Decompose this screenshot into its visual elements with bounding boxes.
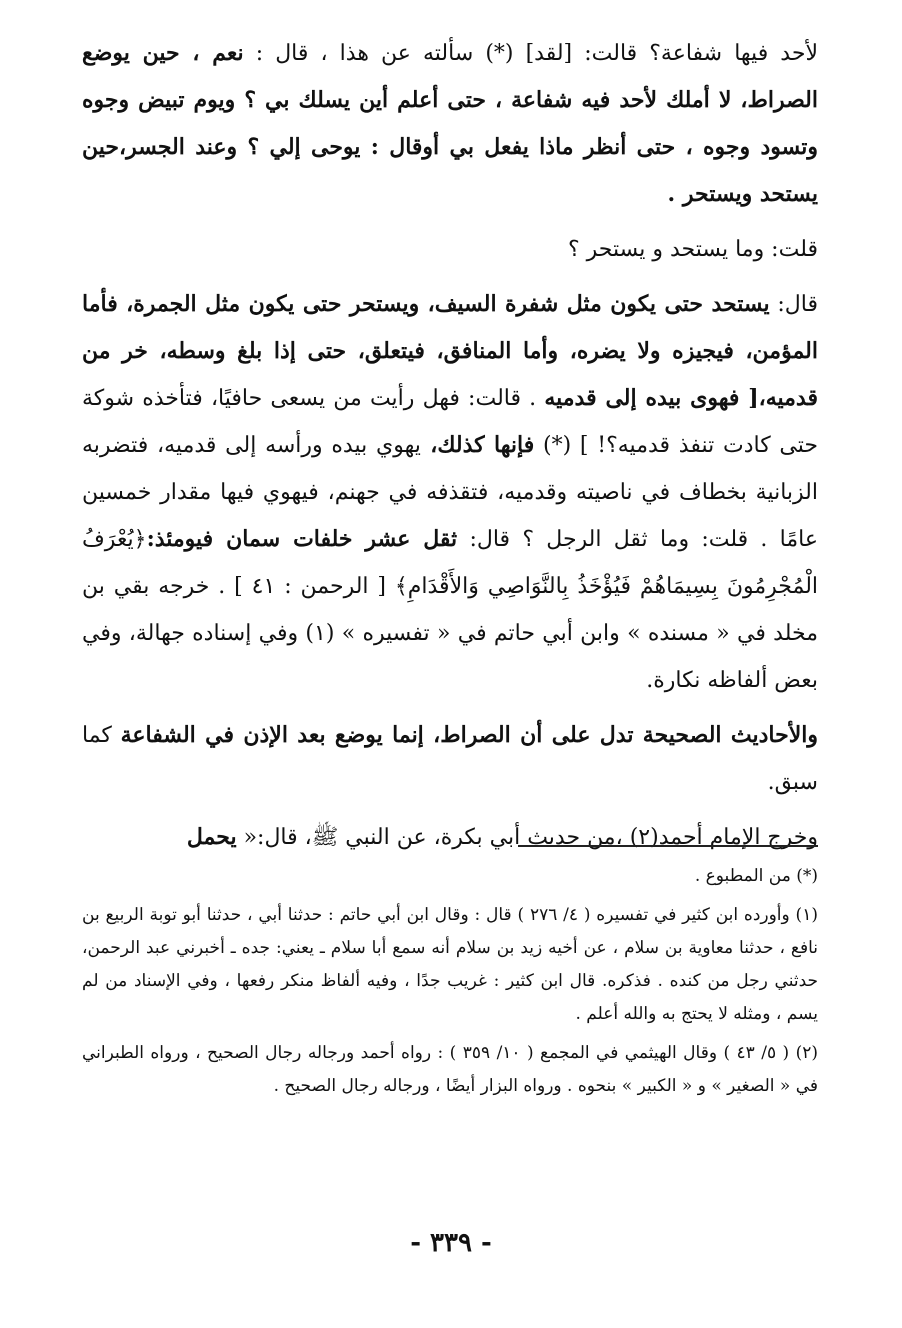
hadith-quote: ثقل عشر خلفات سمان فيومئذ: [146,526,458,552]
quran-verse-and-citation: ﴿يُعْرَفُ الْمُجْرِمُونَ بِسِيمَاهُمْ فَيُؤْخَذُ بِالنَّوَاصِي وَالأَقْدَامِ﴾ [ الرحمن : ٤١ ] . خرجه بقي بن مخلد في « مسنده » وابن أبي حاتم في « تفسيره » (١) وفي إسناده جهالة، وفي بعض ألفاظه نكارة. [82,527,819,693]
paragraph-4 [82,712,818,806]
paragraph-1-plain: لأحد فيها شفاعة؟ قالت: [لقد] (*) سألته عن هذا ، قال : [243,41,818,66]
paragraph-1 [82,30,818,218]
hadith-quote: نعم ، حين يوضع الصراط، لا أملك لأحد فيه شفاعة ، حتى أعلم أين يسلك بي ؟ ويوم تبيض وجوه وتسود وجوه ، حتى أنظر ماذا يفعل بي أوقال : يوحى إلي ؟ وعند الجسر،حين يستحد ويستحر . [82,40,818,207]
paragraph-5 [82,814,818,861]
footnote-star: (*) من المطبوع . [694,866,818,886]
paragraph-3-plain-1: قال: [769,292,818,317]
main-text [82,30,818,869]
paragraph-3 [82,281,818,704]
page-number: - ٣٣٩ - [410,1228,492,1258]
paragraph-5-plain: وخرج الإمام أحمد(٢) ،من حديث أبي بكرة، عن النبي ﷺ، قال:« [236,825,818,850]
paragraph-3-plain-3: يهوي بيده ورأسه إلى قدميه، فتضربه الزبانية بخطاف في ناصيته وقدميه، فتقذفه في جهنم، فيهوي فيها مقدار خمسين عامًا . قلت: وما ثقل الرجل ؟ قال: [82,433,818,552]
hadith-quote: يحمل [186,824,237,850]
bold-statement: والأحاديث الصحيحة تدل على أن الصراط، إنما يوضع بعد الإذن في الشفاعة [120,722,818,748]
footnotes [82,860,818,1109]
footnote-divider [518,845,818,847]
hadith-quote: فإنها كذلك، [420,432,535,458]
hadith-quote: يستحد حتى يكون مثل شفرة السيف، ويستحر حتى يكون مثل الجمرة، فأما المؤمن، فيجيزه ولا يضره، وأما المنافق، فيتعلق، حتى إذا بلغ وسطه، خر من قدميه،[ فهوى بيده إلى قدميه [82,291,818,411]
paragraph-4-plain: كما سبق. [82,723,818,795]
footnote-2: (٢) ( ٥/ ٤٣ ) وقال الهيثمي في المجمع ( ١٠/ ٣٥٩ ) : رواه أحمد ورجاله رجال الصحيح ، ورواه الطبراني في « الصغير » و « الكبير » بنحوه . ورواه البزار أيضًا ، ورجاله رجال الصحيح . [82,1043,818,1096]
paragraph-2-text: قلت: وما يستحد و يستحر ؟ [567,237,818,262]
paragraph-3-plain-2: . قالت: فهل رأيت من يسعى حافيًا، فتأخذه شوكة حتى كادت تنفذ قدميه؟! ] (*) [82,386,818,458]
paragraph-2 [82,226,818,273]
footnote-1: (١) وأورده ابن كثير في تفسيره ( ٤/ ٢٧٦ ) قال : وقال ابن أبي حاتم : حدثنا أبي ، حدثنا أبو توبة الربيع بن نافع ، حدثنا معاوية بن سلام ، عن أخيه زيد بن سلام أنه سمع أبا سلام ـ يعني: جده ـ أخبرني عبد الرحمن، حدثني رجل من كنده . فذكره. قال ابن كثير : غريب جدًا ، وفيه ألفاظ منكر رفعها ، وفي الإسناد من لم يسم ، ومثله لا يحتج به والله أعلم . [82,905,818,1024]
